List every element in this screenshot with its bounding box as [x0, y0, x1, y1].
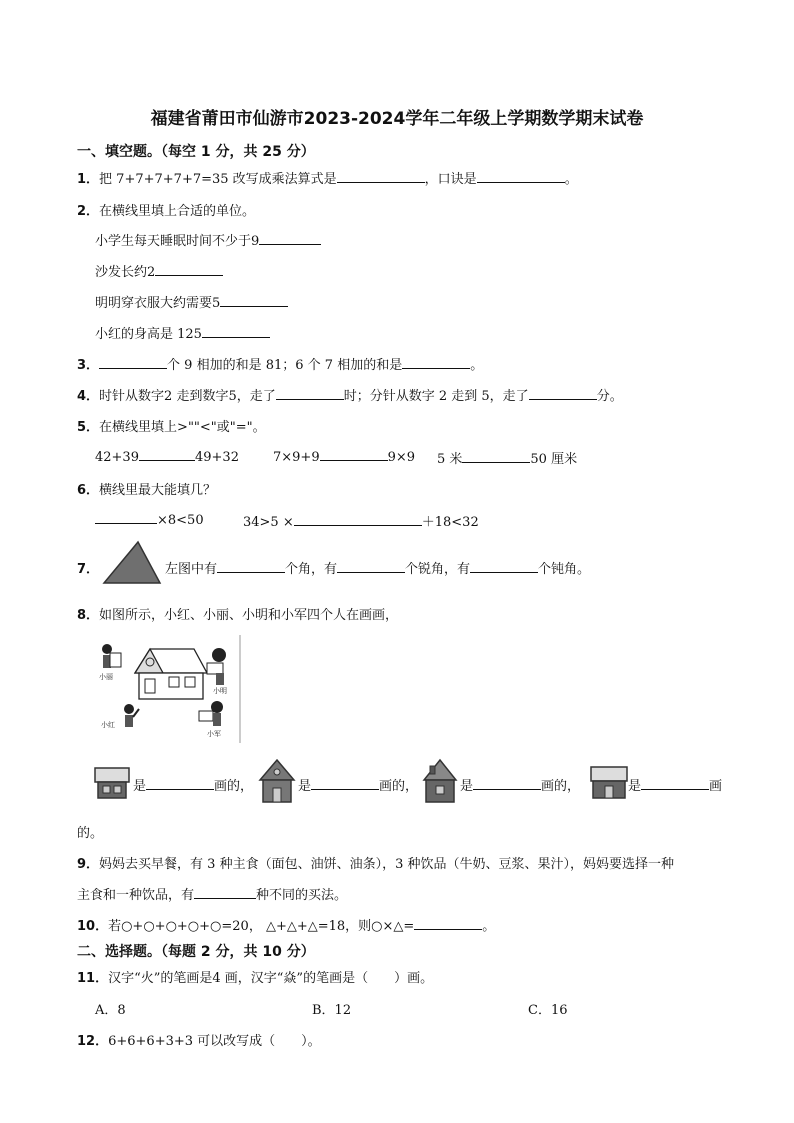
question-text: 时针从数字2 走到数字5，走了 — [99, 389, 276, 404]
item-text: 沙发长约2 — [95, 265, 156, 280]
expr-text: ×8<50 — [157, 513, 204, 528]
question-12 — [77, 1030, 321, 1049]
expr-text: ＋18<32 — [421, 515, 479, 530]
q2-item-1 — [95, 230, 321, 249]
house-answer-3 — [460, 775, 580, 794]
question-number: 8． — [77, 608, 100, 623]
kid-label: 小明 — [213, 687, 227, 695]
answer-blank[interactable] — [311, 777, 379, 790]
question-text: 左图中有 — [165, 562, 218, 577]
answer-blank[interactable] — [337, 170, 425, 183]
section-1-heading: 一、填空题。（每空 1 分，共 25 分） — [77, 144, 315, 160]
q2-item-4 — [95, 323, 270, 342]
q5-expr-2 — [273, 448, 415, 465]
q2-item-3 — [95, 292, 288, 311]
question-10 — [77, 915, 495, 934]
answer-blank[interactable] — [477, 170, 565, 183]
house-view-2-icon — [258, 758, 296, 804]
question-text: 横线里最大能填几？ — [99, 483, 217, 498]
expr-text: 34>5 × — [243, 515, 294, 530]
option-b[interactable]: B．12 — [312, 1003, 352, 1018]
answer-blank[interactable] — [155, 263, 223, 276]
q2-item-2 — [95, 261, 223, 280]
question-text: 分。 — [596, 389, 623, 404]
q6-expr-2 — [243, 511, 479, 530]
label-text: 画的， — [541, 779, 581, 794]
question-text: 6+6+6+3+3 可以改写成（ ）。 — [108, 1034, 321, 1049]
house-view-3-icon — [422, 758, 458, 804]
question-text: 个 9 相加的和是 81；6 个 7 相加的和是 — [167, 358, 403, 373]
house-view-4-icon — [590, 764, 628, 800]
answer-blank[interactable] — [95, 511, 157, 524]
label-text: 画的， — [379, 779, 419, 794]
label-text: 是 — [460, 779, 474, 794]
page-title: 福建省莆田市仙游市2023-2024学年二年级上学期数学期末试卷 — [150, 109, 644, 129]
house-answer-1 — [133, 775, 253, 794]
answer-blank[interactable] — [276, 387, 344, 400]
question-text: 妈妈去买早餐，有 3 种主食（面包、油饼、油条），3 种饮品（牛奶、豆浆、果汁），妈妈要选择一种 — [99, 857, 674, 872]
q5-expr-1 — [95, 448, 239, 465]
question-5 — [77, 416, 266, 435]
q5-expr-3 — [437, 448, 577, 467]
option-a[interactable]: A．8 — [95, 1003, 126, 1018]
expr-text: 50 厘米 — [530, 452, 578, 467]
expr-text: 7×9+9 — [273, 450, 320, 465]
triangle-figure — [102, 540, 162, 585]
question-number: 7． — [77, 562, 100, 577]
item-text: 明明穿衣服大约需要5 — [95, 296, 221, 311]
drawing-scene-image — [95, 635, 241, 743]
answer-blank[interactable] — [473, 777, 541, 790]
question-text: 若○+○+○+○+○=20， △+△+△=18，则○×△= — [108, 919, 415, 934]
house-answer-4 — [628, 775, 722, 794]
question-11 — [77, 967, 433, 986]
question-4 — [77, 385, 623, 404]
question-number: 1． — [77, 172, 100, 187]
question-number: 9． — [77, 857, 100, 872]
question-2 — [77, 200, 255, 219]
answer-blank[interactable] — [220, 294, 288, 307]
question-number: 4． — [77, 389, 100, 404]
answer-blank[interactable] — [641, 777, 709, 790]
option-c[interactable]: C．16 — [528, 1003, 568, 1018]
question-text: 个角，有 — [285, 562, 338, 577]
question-text: 。 — [564, 172, 578, 187]
expr-text: 49+32 — [194, 450, 239, 465]
question-text: 如图所示，小红、小丽、小明和小军四个人在画画， — [99, 608, 399, 623]
expr-text: 5 米 — [437, 452, 463, 467]
question-text: 。 — [482, 919, 496, 934]
answer-blank[interactable] — [202, 325, 270, 338]
expr-text: 42+39 — [95, 450, 139, 465]
answer-blank[interactable] — [259, 232, 321, 245]
question-number: 10． — [77, 919, 109, 934]
answer-blank[interactable] — [146, 777, 214, 790]
answer-blank[interactable] — [402, 356, 470, 369]
label-text: 画 — [709, 779, 723, 794]
question-9-line-2 — [77, 884, 347, 903]
answer-blank[interactable] — [139, 448, 195, 461]
question-text: 在横线里填上合适的单位。 — [99, 204, 256, 219]
question-number: 6． — [77, 483, 100, 498]
question-text: 种不同的买法。 — [256, 888, 348, 903]
question-number: 3． — [77, 358, 100, 373]
answer-blank[interactable] — [320, 448, 388, 461]
question-text: 主食和一种饮品，有 — [77, 888, 195, 903]
answer-blank[interactable] — [414, 917, 482, 930]
kid-label: 小军 — [207, 730, 221, 738]
house-answer-2 — [298, 775, 418, 794]
question-9-line-1 — [77, 853, 674, 872]
answer-blank[interactable] — [529, 387, 597, 400]
q8-end-text: 的。 — [77, 826, 104, 841]
q6-expr-1 — [95, 511, 204, 528]
label-text: 是 — [628, 779, 642, 794]
expr-text: 9×9 — [387, 450, 416, 465]
question-text: 个锐角，有 — [405, 562, 471, 577]
label-text: 是 — [133, 779, 147, 794]
label-text: 是 — [298, 779, 312, 794]
question-text: 把 7+7+7+7+7=35 改写成乘法算式是 — [99, 172, 337, 187]
question-8 — [77, 604, 398, 623]
question-text: 个钝角。 — [538, 562, 591, 577]
question-number: 11． — [77, 971, 109, 986]
question-number: 2． — [77, 204, 100, 219]
answer-blank[interactable] — [462, 450, 530, 463]
question-text: ，口诀是 — [424, 172, 477, 187]
question-7 — [165, 558, 590, 577]
question-text: 汉字“火”的笔画是4 画，汉字“焱”的笔画是（ ）画。 — [108, 971, 434, 986]
question-6 — [77, 479, 216, 498]
kid-label: 小红 — [101, 721, 115, 729]
answer-blank[interactable] — [194, 886, 256, 899]
question-text: 时；分针从数字 2 走到 5，走了 — [343, 389, 529, 404]
section-2-heading: 二、选择题。（每题 2 分，共 10 分） — [77, 944, 315, 960]
answer-blank[interactable] — [217, 560, 285, 573]
answer-blank[interactable] — [99, 356, 167, 369]
question-number: 5． — [77, 420, 100, 435]
house-view-1-icon — [94, 764, 130, 800]
answer-blank[interactable] — [470, 560, 538, 573]
question-1 — [77, 168, 578, 187]
label-text: 画的， — [214, 779, 254, 794]
answer-blank[interactable] — [337, 560, 405, 573]
question-text: 。 — [470, 358, 484, 373]
question-number: 12． — [77, 1034, 109, 1049]
question-3 — [77, 354, 483, 373]
answer-blank[interactable] — [294, 513, 422, 526]
item-text: 小红的身高是 125 — [95, 327, 202, 342]
kid-label: 小丽 — [99, 673, 113, 681]
question-text: 在横线里填上>""<"或"="。 — [99, 420, 266, 435]
item-text: 小学生每天睡眠时间不少于9 — [95, 234, 260, 249]
